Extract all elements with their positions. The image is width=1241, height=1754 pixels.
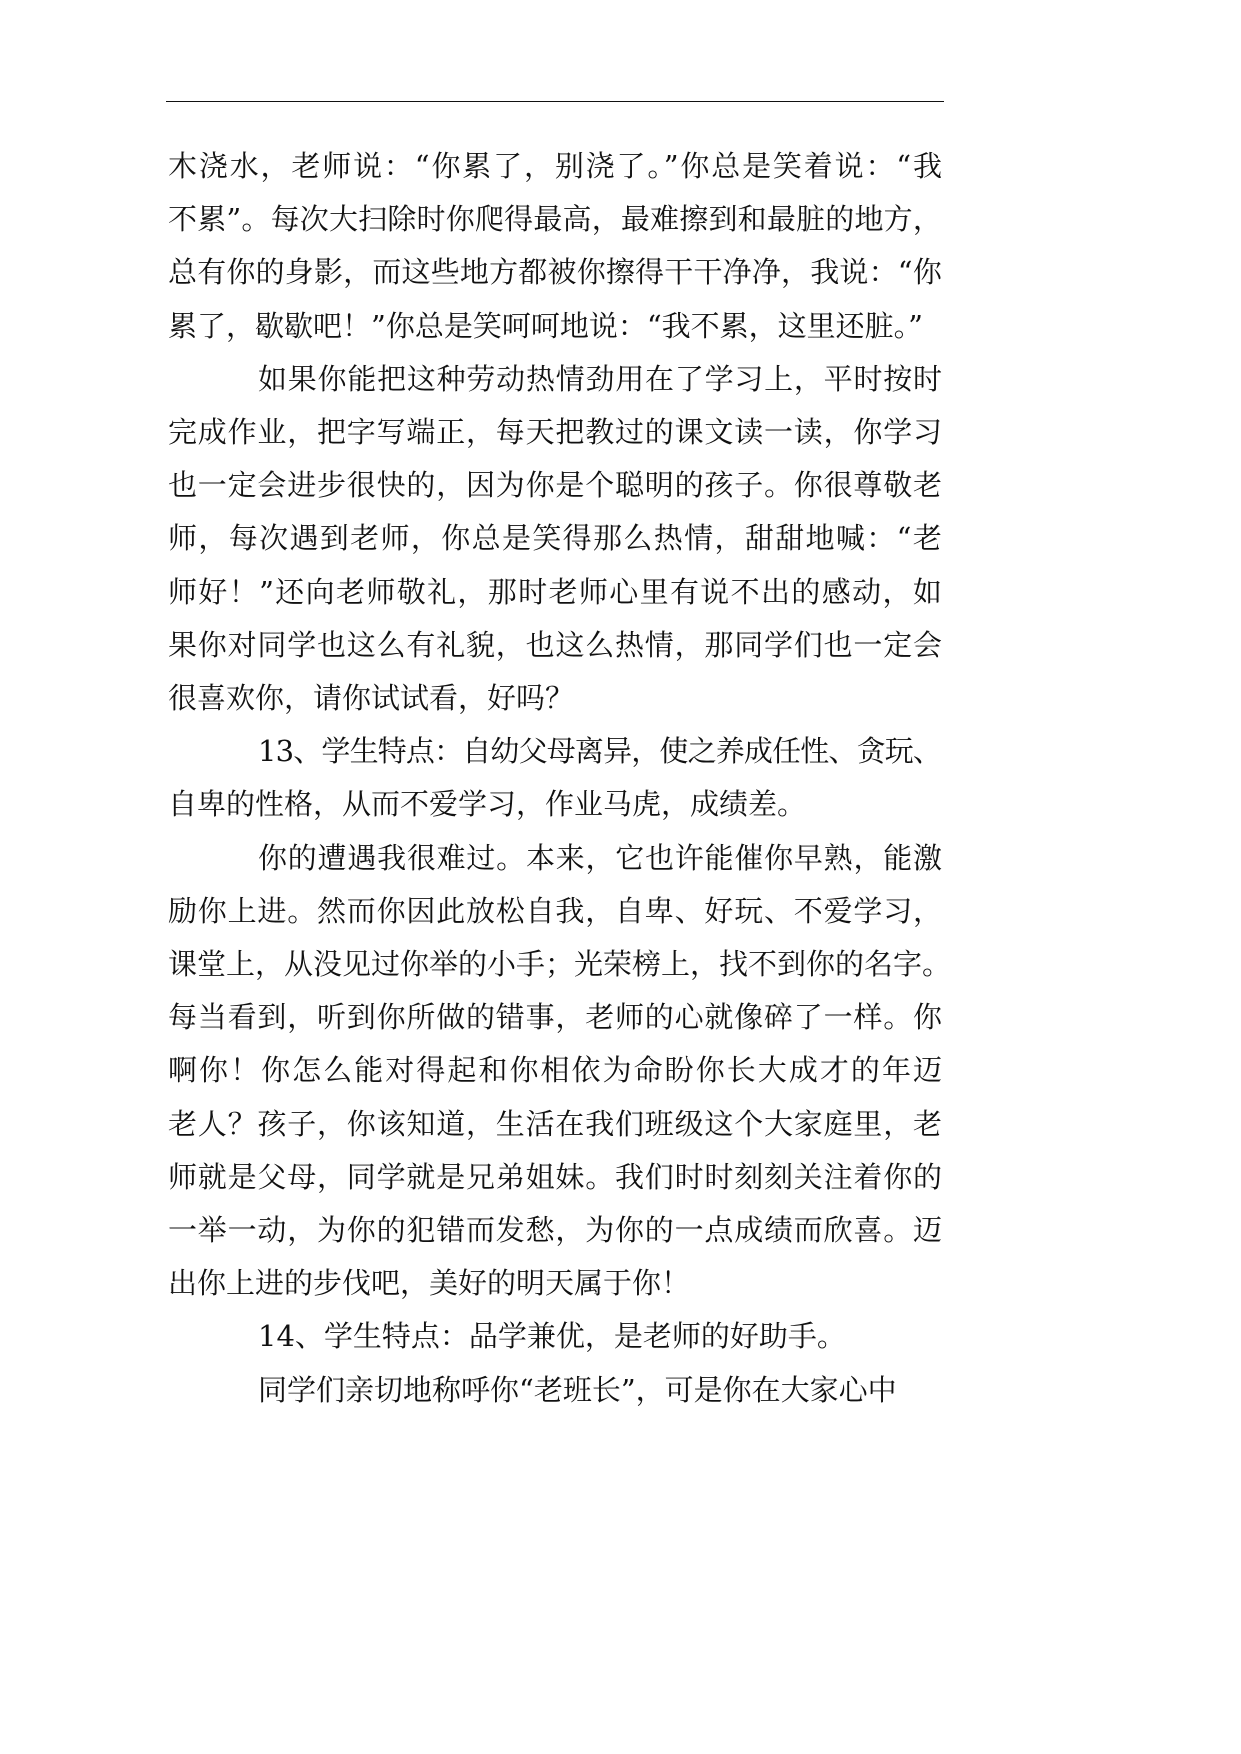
text-line: 啊你！你怎么能对得起和你相依为命盼你长大成才的年迈 — [168, 1053, 945, 1087]
text-line: 励你上进。然而你因此放松自我，自卑、好玩、不爱学习， — [168, 894, 943, 928]
paragraph-first-line: 你的遭遇我很难过。本来，它也许能催你早熟，能激 — [258, 841, 943, 875]
text-line: 课堂上，从没见过你举的小手；光荣榜上，找不到你的名字。 — [168, 947, 952, 981]
paragraph-first-line: 如果你能把这种劳动热情劲用在了学习上，平时按时 — [258, 362, 943, 396]
text-line: 不累”。每次大扫除时你爬得最高，最难擦到和最脏的地方， — [168, 202, 943, 236]
paragraph-first-line: 同学们亲切地称呼你“老班长”，可是你在大家心中 — [258, 1373, 897, 1407]
text-line: 老人？孩子，你该知道，生活在我们班级这个大家庭里，老 — [168, 1107, 943, 1141]
text-line: 出你上进的步伐吧，美好的明天属于你！ — [168, 1266, 691, 1300]
section-heading-14: 14、学生特点：品学兼优，是老师的好助手。 — [258, 1319, 846, 1353]
header-rule — [166, 101, 944, 102]
text-line: 完成作业，把字写端正，每天把教过的课文读一读，你学习 — [168, 415, 943, 449]
text-line: 自卑的性格，从而不爱学习，作业马虎，成绩差。 — [168, 787, 807, 821]
text-line: 师就是父母，同学就是兄弟姐妹。我们时时刻刻关注着你的 — [168, 1160, 943, 1194]
text-line: 累了，歇歇吧！”你总是笑呵呵地说：“我不累，这里还脏。” — [168, 309, 923, 343]
text-line: 很喜欢你，请你试试看，好吗？ — [168, 681, 575, 715]
text-line: 每当看到，听到你所做的错事，老师的心就像碎了一样。你 — [168, 1000, 943, 1034]
text-line: 一举一动，为你的犯错而发愁，为你的一点成绩而欣喜。迈 — [168, 1213, 943, 1247]
text-line: 师好！”还向老师敬礼，那时老师心里有说不出的感动，如 — [168, 575, 944, 609]
section-heading-13: 13、学生特点：自幼父母离异，使之养成任性、贪玩、 — [258, 734, 942, 768]
text-line: 师，每次遇到老师，你总是笑得那么热情，甜甜地喊：“老 — [168, 521, 944, 555]
text-line: 总有你的身影，而这些地方都被你擦得干干净净，我说：“你 — [168, 255, 943, 289]
text-line: 果你对同学也这么有礼貌，也这么热情，那同学们也一定会 — [168, 628, 943, 662]
text-line: 木浇水，老师说：“你累了，别浇了。”你总是笑着说：“我 — [168, 149, 944, 183]
text-line: 也一定会进步很快的，因为你是个聪明的孩子。你很尊敬老 — [168, 468, 943, 502]
